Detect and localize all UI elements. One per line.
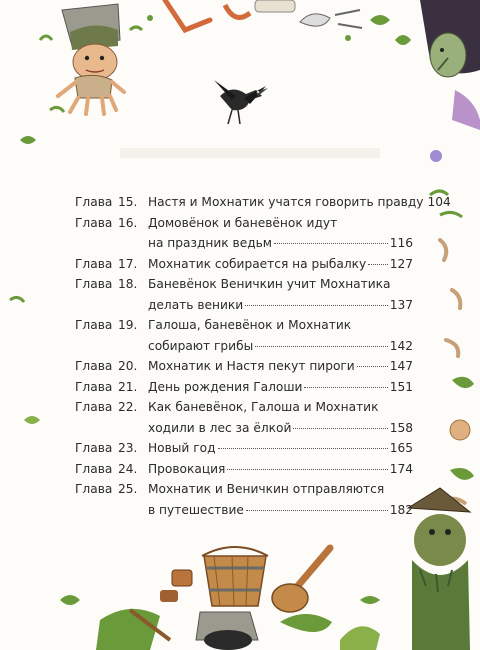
crow-icon (214, 80, 268, 124)
toc-entry-line (75, 315, 413, 336)
dot-leader (227, 468, 387, 470)
chapter-title: Домовёнок и баневёнок идут (148, 215, 338, 230)
chapter-label: Глава (75, 379, 113, 394)
chapter-number: 19. (118, 318, 138, 332)
chapter-title: Баневёнок Веничкин учит Мохнатика (148, 277, 391, 291)
chapter-number: 23. (118, 441, 138, 455)
chapter-label: Глава (75, 318, 113, 332)
chapter-label: Глава (75, 482, 113, 496)
ladle-icon (272, 548, 330, 612)
wooden-bucket-icon (202, 547, 268, 606)
toc-entry[interactable] (75, 356, 413, 377)
toc-entry-line (75, 397, 413, 418)
toc-entry[interactable] (75, 377, 413, 398)
chapter-number: 17. (118, 256, 138, 271)
toc-entry-line (75, 336, 413, 357)
faded-heading-smudge (120, 148, 380, 158)
chapter-number: 20. (118, 359, 138, 373)
chapter-number: 21. (118, 379, 138, 394)
toc-entry-line (75, 479, 413, 500)
page-number: 174 (389, 461, 413, 476)
chapter-title: в путешествие (148, 502, 244, 517)
dot-leader (368, 263, 388, 265)
gnome-character-icon (40, 4, 142, 114)
chapter-number: 24. (118, 461, 138, 476)
dot-leader (246, 509, 388, 511)
chapter-label: Глава (75, 256, 113, 271)
chapter-label: Глава (75, 215, 113, 230)
toc-entry-line (75, 356, 413, 377)
leshy-character-icon (408, 488, 470, 650)
chapter-title: на праздник ведьм (148, 236, 272, 250)
toc-entry-line (75, 418, 413, 439)
chapter-label: Глава (75, 441, 113, 455)
toc-entry[interactable] (75, 459, 413, 480)
page-number: 158 (389, 420, 413, 435)
table-of-contents (75, 192, 451, 520)
toc-entry-line (75, 438, 413, 459)
left-border-illustration (10, 136, 40, 424)
toc-entry-line (75, 233, 413, 254)
chapter-title: Настя и Мохнатик учатся говорить правду (148, 195, 424, 209)
chapter-title: ходили в лес за ёлкой (148, 420, 292, 435)
page-number: 182 (389, 502, 413, 517)
chapter-label: Глава (75, 195, 113, 209)
toc-entry[interactable] (75, 213, 413, 254)
page-number: 127 (389, 256, 413, 271)
toc-entry[interactable] (75, 315, 413, 356)
toc-entry[interactable] (75, 397, 413, 438)
chapter-number: 25. (118, 482, 138, 496)
witch-character-icon (420, 0, 480, 217)
toc-entry-line (75, 500, 413, 521)
toc-entry-line (75, 213, 413, 234)
toc-entry-line (75, 459, 413, 480)
dot-leader (274, 242, 388, 244)
toc-entry[interactable] (75, 192, 451, 213)
chapter-label: Глава (75, 461, 113, 476)
toc-entry-line (75, 377, 413, 398)
dot-leader (357, 365, 388, 367)
toc-entry[interactable] (75, 254, 413, 275)
chapter-number: 18. (118, 277, 138, 291)
page-number: 104 (427, 195, 451, 209)
page-number: 116 (389, 236, 413, 250)
chapter-number: 16. (118, 215, 138, 230)
chapter-number: 15. (118, 195, 138, 209)
chapter-title: Мохнатик собирается на рыбалку (148, 256, 367, 271)
page-number: 137 (389, 297, 413, 312)
toc-entry-line (75, 274, 413, 295)
right-border-illustration (440, 240, 474, 504)
toc-entry[interactable] (75, 274, 413, 315)
page-number: 151 (389, 379, 413, 394)
chapter-title: Мохнатик и Настя пекут пироги (148, 359, 355, 373)
page-number: 147 (389, 359, 413, 373)
chapter-title: Галоша, баневёнок и Мохнатик (148, 318, 352, 332)
toc-entry[interactable] (75, 438, 413, 459)
top-border-illustration (147, 0, 411, 45)
chapter-label: Глава (75, 400, 113, 414)
chapter-title: День рождения Галоши (148, 379, 303, 394)
toc-entry[interactable] (75, 479, 413, 520)
chapter-title: Провокация (148, 461, 226, 476)
chapter-title: Новый год (148, 441, 216, 455)
chapter-title: делать веники (148, 297, 244, 312)
chapter-label: Глава (75, 277, 113, 291)
toc-entry-line (75, 295, 413, 316)
dot-leader (304, 386, 387, 388)
page-number: 165 (389, 441, 413, 455)
toc-entry-line (75, 254, 413, 275)
toc-entry-line (75, 192, 451, 213)
dot-leader (293, 427, 387, 429)
chapter-label: Глава (75, 359, 113, 373)
dot-leader (245, 304, 388, 306)
chapter-title: собирают грибы (148, 338, 254, 353)
page-number: 142 (389, 338, 413, 353)
chapter-number: 22. (118, 400, 138, 414)
bread-icon (160, 570, 192, 602)
dot-leader (255, 345, 388, 347)
dot-leader (218, 447, 388, 449)
chapter-title: Как баневёнок, Галоша и Мохнатик (148, 400, 379, 414)
chapter-title: Мохнатик и Веничкин отправляются (148, 482, 385, 496)
